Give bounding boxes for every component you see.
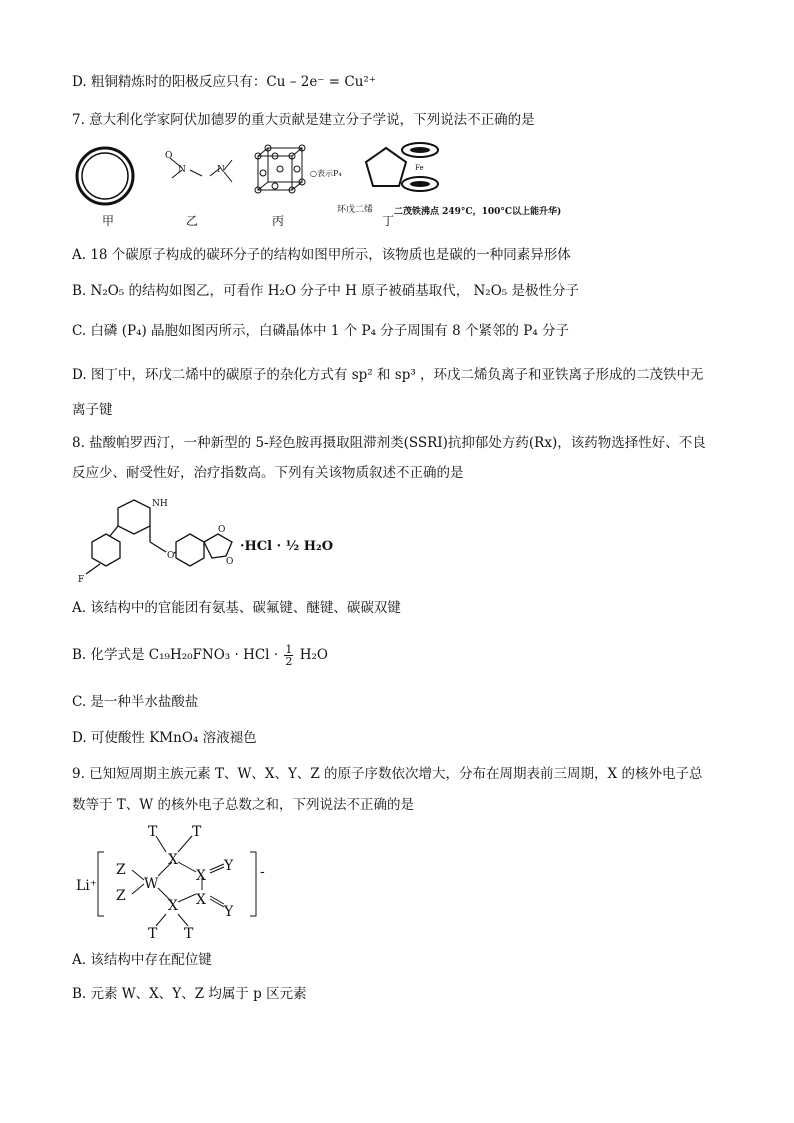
option-7c: C. 白磷 (P₄) 晶胞如图丙所示，白磷晶体中 1 个 P₄ 分子周围有 8 个紧邻的 P₄ 分子 xyxy=(72,323,570,339)
option-9a: A. 该结构中存在配位键 xyxy=(72,952,212,968)
figure-8-paroxetine xyxy=(72,490,352,590)
dioxole-o-label-2: O xyxy=(226,557,234,567)
salt-label: ·HCl · ½ H₂O xyxy=(240,539,334,554)
z-atom-2: Z xyxy=(116,888,126,904)
t-atom-2: T xyxy=(192,824,202,840)
n2o5-n-label: N xyxy=(178,165,186,175)
option-8c: C. 是一种半水盐酸盐 xyxy=(72,694,199,710)
ferrocene-fe-label: Fe xyxy=(415,164,424,172)
p4-unit-cell-diagram xyxy=(255,145,305,193)
fraction-numerator: 1 xyxy=(285,643,293,656)
cyclopentadiene-label: 环戊二烯 xyxy=(337,205,374,215)
question-8-line1: 8. 盐酸帕罗西汀，一种新型的 5-羟色胺再摄取阻滞剂类(SSRI)抗抑郁处方药(Rx)，该药物选择性好、不良 xyxy=(72,435,706,451)
fraction-half xyxy=(284,644,293,667)
ether-o-label: O xyxy=(167,551,175,561)
fraction-denominator: 2 xyxy=(285,655,293,668)
w-atom: W xyxy=(144,876,159,892)
cyclopentadiene-ring xyxy=(366,148,406,186)
figure-7 xyxy=(72,136,572,236)
option-7d-line2: 离子键 xyxy=(72,402,113,418)
option-8b-water: H₂O xyxy=(299,647,328,663)
ferrocene-label: 二茂铁沸点 249°C，100°C以上能升华) xyxy=(394,207,562,217)
carbon-ring-diagram xyxy=(77,148,133,204)
n2o5-n-label-2: N xyxy=(217,165,225,175)
li-cation: Li⁺ xyxy=(76,878,98,894)
nh-label: NH xyxy=(152,499,168,509)
t-atom-3: T xyxy=(148,926,158,942)
dioxole-o-label-1: O xyxy=(218,525,226,535)
caption-yi: 乙 xyxy=(186,214,199,228)
question-9-line2: 数等于 T、W 的核外电子总数之和，下列说法不正确的是 xyxy=(72,797,414,813)
x-atom-1: X xyxy=(168,852,178,868)
x-atom-3: X xyxy=(196,868,206,884)
option-8b-formula: B. 化学式是 C₁₉H₂₀FNO₃ · HCl · xyxy=(72,647,279,663)
p4-legend: ○表示P₄ xyxy=(310,169,342,178)
caption-ding: 丁 xyxy=(382,214,395,228)
figure-9-structure xyxy=(72,822,292,942)
y-atom-2: Y xyxy=(224,904,234,920)
z-atom-1: Z xyxy=(116,862,126,878)
option-7b: B. N₂O₅ 的结构如图乙，可看作 H₂O 分子中 H 原子被硝基取代， N₂O₅ 是极性分子 xyxy=(72,283,579,299)
option-7d-line1: D. 图丁中，环戊二烯中的碳原子的杂化方式有 sp² 和 sp³ ，环戊二烯负离子和亚铁离子形成的二茂铁中无 xyxy=(72,367,704,383)
question-9-line1: 9. 已知短周期主族元素 T、W、X、Y、Z 的原子序数依次增大，分布在周期表前三周期，X 的核外电子总 xyxy=(72,766,703,782)
option-8a: A. 该结构中的官能团有氨基、碳氟键、醚键、碳碳双键 xyxy=(72,600,401,616)
option-7a: A. 18 个碳原子构成的碳环分子的结构如图甲所示，该物质也是碳的一种同素异形体 xyxy=(72,247,571,263)
question-7: 7. 意大利化学家阿伏加德罗的重大贡献是建立分子学说，下列说法不正确的是 xyxy=(72,112,535,128)
caption-jia: 甲 xyxy=(102,214,115,228)
x-atom-4: X xyxy=(196,892,206,908)
question-8-line2: 反应少、耐受性好，治疗指数高。下列有关该物质叙述不正确的是 xyxy=(72,465,464,481)
y-atom-1: Y xyxy=(224,858,234,874)
t-atom-1: T xyxy=(148,824,158,840)
option-8d: D. 可使酸性 KMnO₄ 溶液褪色 xyxy=(72,730,257,746)
option-6d: D. 粗铜精炼时的阳极反应只有：Cu – 2e⁻ = Cu²⁺ xyxy=(72,74,376,90)
n2o5-o-label: O xyxy=(165,151,173,161)
fluoro-label: F xyxy=(78,575,85,585)
option-8b xyxy=(72,644,328,667)
anion-charge: - xyxy=(260,864,265,880)
t-atom-4: T xyxy=(184,926,194,942)
x-atom-2: X xyxy=(168,898,178,914)
option-9b: B. 元素 W、X、Y、Z 均属于 p 区元素 xyxy=(72,986,307,1002)
caption-bing: 丙 xyxy=(272,214,285,228)
